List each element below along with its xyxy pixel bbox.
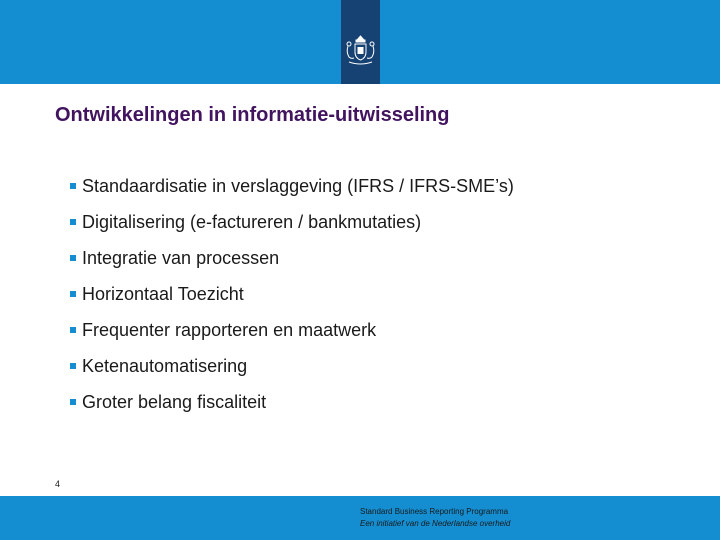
list-item xyxy=(70,388,514,424)
bullet-list xyxy=(70,172,514,424)
bullet-square-icon xyxy=(70,399,76,405)
bullet-square-icon xyxy=(70,291,76,297)
bullet-text: Digitalisering (e-factureren / bankmutaties) xyxy=(82,212,422,232)
footer-text xyxy=(360,506,510,530)
list-item xyxy=(70,316,514,352)
bullet-square-icon xyxy=(70,219,76,225)
list-item xyxy=(70,208,514,244)
bullet-text: Ketenautomatisering xyxy=(82,356,248,376)
emblem-box xyxy=(341,0,380,84)
slide-title: Ontwikkelingen in informatie-uitwisseling xyxy=(55,104,450,126)
page-number: 4 xyxy=(55,479,61,489)
bullet-text: Frequenter rapporteren en maatwerk xyxy=(82,320,377,340)
bullet-square-icon xyxy=(70,363,76,369)
bullet-square-icon xyxy=(70,183,76,189)
coat-of-arms-icon xyxy=(345,34,376,68)
bullet-text: Groter belang fiscaliteit xyxy=(82,392,267,412)
bullet-text: Integratie van processen xyxy=(82,248,280,268)
program-name: Standard Business Reporting Programma xyxy=(360,507,509,516)
bullet-square-icon xyxy=(70,327,76,333)
list-item xyxy=(70,280,514,316)
list-item xyxy=(70,352,514,388)
bullet-text: Standaardisatie in verslaggeving (IFRS / IFRS-SME’s) xyxy=(82,176,514,196)
footer-tagline: Een initiatief van de Nederlandse overheid xyxy=(360,519,511,528)
list-item xyxy=(70,172,514,208)
list-item xyxy=(70,244,514,280)
header-band xyxy=(0,0,720,84)
bullet-square-icon xyxy=(70,255,76,261)
bullet-text: Horizontaal Toezicht xyxy=(82,284,244,304)
